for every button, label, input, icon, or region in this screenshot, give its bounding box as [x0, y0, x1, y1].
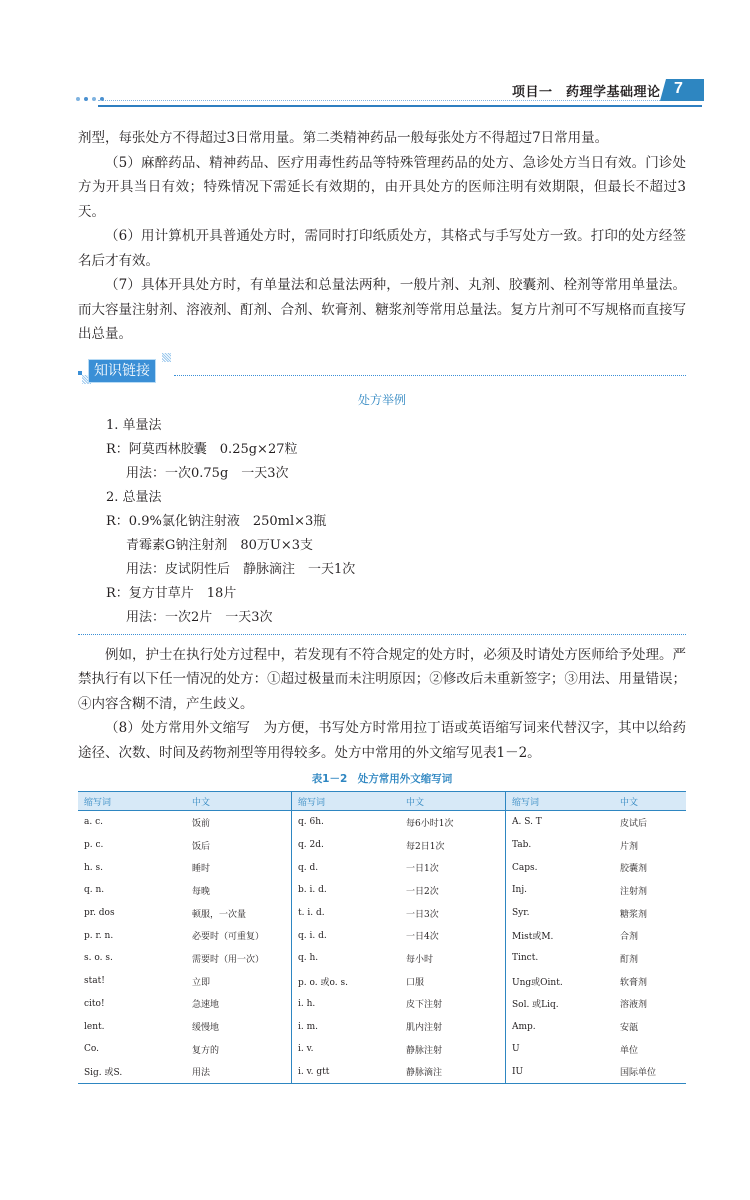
table-cell: 一日1次	[400, 856, 506, 879]
table-cell: 单位	[620, 1045, 639, 1056]
table-cell: 注射剂	[620, 886, 648, 897]
rx-line: 用法：一次2片 一天3次	[126, 609, 273, 625]
table-cell: Sol. 或Liq.	[512, 1000, 559, 1011]
column-header: 中文	[614, 792, 686, 811]
table-cell: 每2日1次	[400, 834, 506, 857]
table-cell: 每6小时1次	[400, 811, 506, 834]
table-cell: i. v. gtt	[292, 1061, 401, 1084]
table-cell: 急速地	[186, 993, 292, 1016]
table-cell: t. i. d.	[298, 908, 325, 919]
table-cell: 必要时（可重复）	[186, 924, 292, 947]
table-cell: i. v.	[298, 1044, 314, 1055]
rx-line: R：复方甘草片 18片	[106, 585, 237, 601]
table-cell: 用法	[186, 1061, 292, 1084]
paragraph-example: 例如，护士在执行处方过程中，若发现有不符合规定的处方时，必须及时请处方医师给予处理。严禁执行有以下任一情况的处方：①超过极量而未注明原因；②修改后未重新签字；③用法、用量错误；④内容含糊不清，产生歧义。	[78, 646, 686, 712]
table-cell: q. d.	[298, 862, 319, 873]
table-cell: pr. dos	[84, 908, 115, 919]
table-cell: Syr.	[512, 908, 530, 919]
rx-line: R：0.9%氯化钠注射液 250ml×3瓶	[106, 513, 327, 529]
table-cell: stat!	[84, 976, 105, 987]
table-cell: Mist或M.	[512, 932, 554, 943]
table-cell: 静脉滴注	[400, 1061, 506, 1084]
table-cell: 每小时	[400, 947, 506, 970]
table-cell: Inj.	[512, 885, 528, 896]
prescription-examples	[78, 414, 686, 630]
table-row	[78, 856, 686, 879]
table-cell: q. 2d.	[298, 840, 324, 851]
page-number: 7	[674, 80, 683, 97]
table-cell: 胶囊剂	[620, 864, 648, 875]
page-content	[78, 126, 686, 1084]
table-cell: 饭前	[186, 811, 292, 834]
table-cell: 静脉注射	[400, 1038, 506, 1061]
table-row	[78, 947, 686, 970]
table-cell: q. n.	[84, 885, 105, 896]
column-header: 缩写词	[292, 792, 401, 811]
table-cell: 睡时	[186, 856, 292, 879]
paragraph-item-6: （6）用计算机开具普通处方时，需同时打印纸质处方，其格式与手写处方一致。打印的处方经签名后才有效。	[78, 228, 686, 269]
table-cell: Sig. 或S.	[78, 1061, 186, 1084]
rx-line: 用法：一次0.75g 一天3次	[126, 465, 289, 481]
table-cell: U	[512, 1044, 520, 1055]
table-cell: 一日3次	[400, 902, 506, 925]
table-cell: a. c.	[84, 817, 103, 828]
table-cell: 糖浆剂	[620, 909, 648, 920]
table-row	[78, 811, 686, 834]
page-header	[0, 74, 750, 108]
banner-hatch-right	[162, 353, 171, 362]
table-caption: 表1－2 处方常用外文缩写词	[311, 773, 453, 785]
table-body	[78, 811, 686, 1084]
table-cell: Ung或Oint.	[512, 977, 563, 988]
table-cell: 一日4次	[400, 924, 506, 947]
table-cell: 软膏剂	[620, 977, 648, 988]
table-cell: b. i. d.	[298, 885, 327, 896]
table-cell: 皮下注射	[400, 993, 506, 1016]
table-cell: 饭后	[186, 834, 292, 857]
table-cell: s. o. s.	[84, 953, 113, 964]
header-dotted-line	[98, 100, 690, 101]
knowledge-link-banner	[78, 357, 686, 385]
header-rule	[98, 105, 702, 107]
table-cell: 安瓿	[620, 1023, 639, 1034]
paragraph-item-8: （8）处方常用外文缩写 为方便，书写处方时常用拉丁语或英语缩写词来代替汉字，其中以给药途径、次数、时间及药物剂型等用得较多。处方中常用的外文缩写见表1－2。	[78, 720, 686, 761]
table-cell: 需要时（用一次）	[186, 947, 292, 970]
table-row	[78, 1038, 686, 1061]
table-header-row	[78, 792, 686, 811]
table-cell: 缓慢地	[186, 1015, 292, 1038]
table-cell: 片剂	[620, 841, 639, 852]
column-header: 中文	[186, 792, 292, 811]
rx-line: 青霉素G钠注射剂 80万U×3支	[126, 537, 314, 553]
table-cell: Amp.	[512, 1021, 536, 1032]
table-cell: lent.	[84, 1021, 105, 1032]
table-row	[78, 993, 686, 1016]
table-row	[78, 1015, 686, 1038]
paragraph-continuation: 剂型，每张处方不得超过3日常用量。第二类精神药品一般每张处方不得超过7日常用量。	[78, 130, 609, 146]
rx-line: 2. 总量法	[106, 489, 162, 505]
rx-line: 1. 单量法	[106, 417, 162, 433]
table-cell: A. S. T	[512, 817, 542, 828]
table-row	[78, 1061, 686, 1084]
table-row	[78, 834, 686, 857]
table-cell: 一日2次	[400, 879, 506, 902]
column-header: 中文	[400, 792, 506, 811]
table-cell: p. r. n.	[84, 930, 114, 941]
table-cell: 每晚	[186, 879, 292, 902]
table-cell: 酊剂	[620, 954, 639, 965]
banner-dotted-line	[174, 375, 686, 376]
table-cell: p. o. 或o. s.	[298, 977, 348, 988]
table-cell: 口服	[400, 970, 506, 993]
table-cell: 溶液剂	[620, 1000, 648, 1011]
paragraph-item-5: （5）麻醉药品、精神药品、医疗用毒性药品等特殊管理药品的处方、急诊处方当日有效。门诊处方为开具当日有效；特殊情况下需延长有效期的，由开具处方的医师注明有效期限，但最长不超过3天。	[78, 154, 686, 220]
column-header: 缩写词	[78, 792, 186, 811]
table-cell: Caps.	[512, 862, 538, 873]
table-cell: 顿服，一次量	[186, 902, 292, 925]
table-cell: Co.	[84, 1044, 100, 1055]
table-cell: q. h.	[298, 953, 319, 964]
table-cell: 立即	[186, 970, 292, 993]
table-cell: 皮试后	[620, 818, 648, 829]
table-cell: 合剂	[620, 932, 639, 943]
paragraph-item-7: （7）具体开具处方时，有单量法和总量法两种，一般片剂、丸剂、胶囊剂、栓剂等常用单量法。而大容量注射剂、溶液剂、酊剂、合剂、软膏剂、糖浆剂等常用总量法。复方片剂可不写规格而直接写出总量。	[78, 277, 686, 342]
table-cell: cito!	[84, 998, 105, 1009]
table-row	[78, 924, 686, 947]
column-header: 缩写词	[506, 792, 615, 811]
table-row	[78, 970, 686, 993]
table-cell: h. s.	[84, 862, 103, 873]
table-cell: 肌内注射	[400, 1015, 506, 1038]
knowledge-link-label: 知识链接	[88, 359, 156, 383]
prescription-examples-title: 处方举例	[357, 392, 406, 407]
table-cell: q. i. d.	[298, 930, 327, 941]
table-cell: i. h.	[298, 998, 316, 1009]
table-cell: IU	[506, 1061, 615, 1084]
table-cell: Tinct.	[512, 953, 539, 964]
knowledge-link-end-rule	[78, 634, 686, 635]
rx-line: R：阿莫西林胶囊 0.25g×27粒	[106, 441, 298, 457]
table-cell: 复方的	[186, 1038, 292, 1061]
table-cell: q. 6h.	[298, 817, 324, 828]
table-cell: i. m.	[298, 1021, 318, 1032]
abbreviation-table	[78, 791, 686, 1084]
rx-line: 用法：皮试阴性后 静脉滴注 一天1次	[126, 561, 356, 577]
table-cell: p. c.	[84, 840, 104, 851]
table-cell: 国际单位	[614, 1061, 686, 1084]
table-cell: Tab.	[512, 840, 532, 851]
table-row	[78, 879, 686, 902]
chapter-title: 项目一 药理学基础理论	[512, 85, 661, 100]
table-row	[78, 902, 686, 925]
